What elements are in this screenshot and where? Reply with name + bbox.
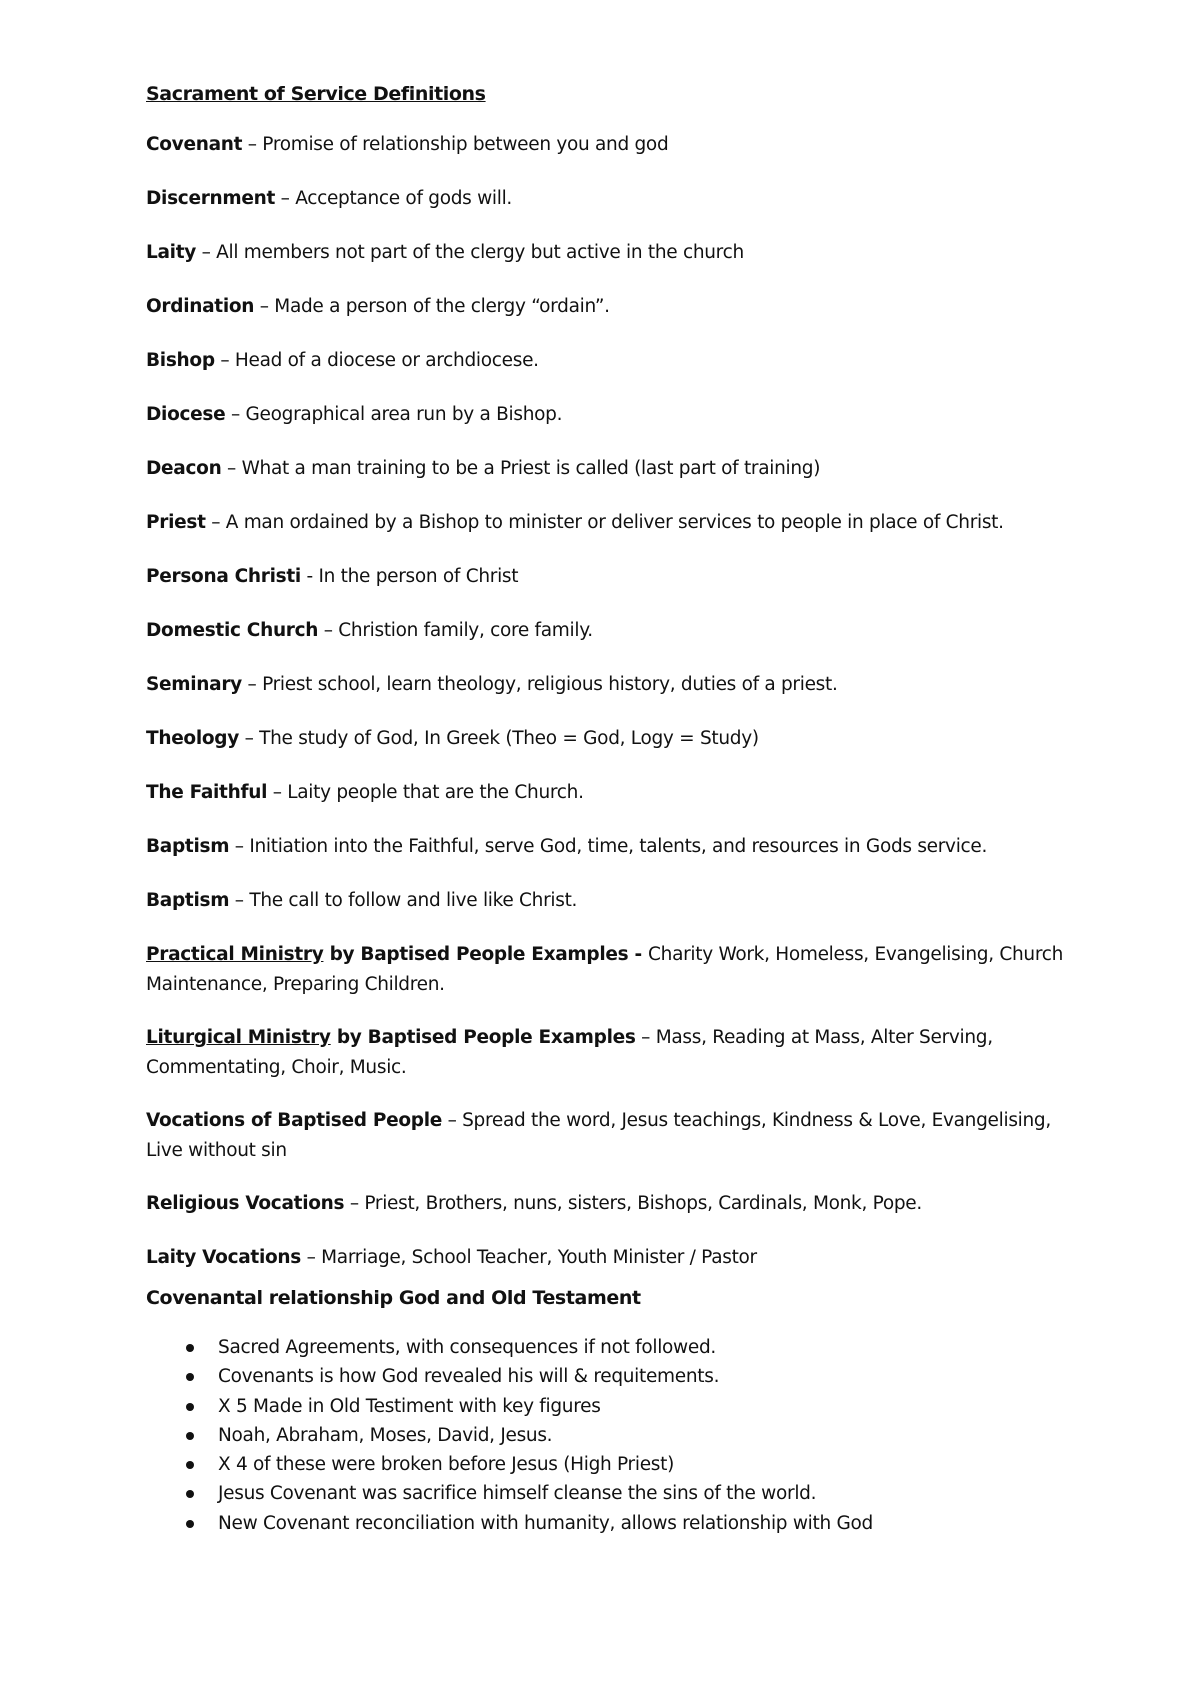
definition-entry [146,724,1076,754]
definition-term: Domestic Church [146,620,319,641]
bullet-icon [186,1432,194,1440]
definition-entry [146,130,1076,160]
definition-term: Laity [146,242,197,263]
bullet-text: X 4 of these were broken before Jesus (High Priest) [218,1454,674,1476]
vocation-separator: – [301,1247,322,1268]
ministry-text: Charity Work, Homeless, Evangelising, Church Maintenance, Preparing Children. [146,944,1064,995]
definition-separator: - [300,566,319,587]
ministry-term-rest: by Baptised People Examples [330,1027,636,1048]
definition-text: Laity people that are the Church. [287,782,584,803]
definition-text: Promise of relationship between you and god [262,134,669,155]
bullet-text: X 5 Made in Old Testiment with key figures [218,1395,601,1417]
vocation-entry [146,1243,1076,1273]
list-item [146,1450,873,1479]
definition-text: All members not part of the clergy but active in the church [216,242,744,263]
bullet-icon [186,1461,194,1469]
definition-text: The study of God, In Greek (Theo = God, Logy = Study) [259,728,759,749]
definition-separator: – [196,242,217,263]
vocation-separator: – [441,1110,463,1131]
definition-term: Diocese [146,404,226,425]
definition-separator: – [318,620,339,641]
bullet-icon [186,1344,194,1352]
definition-entry [146,832,1076,862]
definition-entry [146,184,1076,214]
definition-separator: – [254,296,275,317]
definition-text: Head of a diocese or archdiocese. [234,350,539,371]
definition-entry [146,508,1076,538]
definition-text: Initiation into the Faithful, serve God, time, talents, and resources in Gods service. [249,836,988,857]
definition-separator: – [239,728,260,749]
covenant-heading: Covenantal relationship God and Old Testament [146,1287,641,1309]
definition-term: Priest [146,512,206,533]
definition-separator: – [275,188,296,209]
ministry-text: Mass, Reading at Mass, Alter Serving, Commentating, Choir, Music. [146,1027,993,1078]
definition-text: Christion family, core family. [338,620,593,641]
definition-text: A man ordained by a Bishop to minister or deliver services to people in place of Christ. [225,512,1004,533]
ministry-entry [146,940,1076,1000]
definition-term: Deacon [146,458,222,479]
bullet-text: Noah, Abraham, Moses, David, Jesus. [218,1424,553,1446]
definition-entry [146,886,1076,916]
definition-term: The Faithful [146,782,268,803]
definition-entry [146,238,1076,268]
ministry-entry [146,1023,1076,1083]
definition-text: The call to follow and live like Christ. [249,890,578,911]
definition-text: What a man training to be a Priest is called (last part of training) [241,458,821,479]
ministry-term-underlined: Practical Ministry [146,944,324,965]
definition-term: Theology [146,728,239,749]
definition-entry [146,346,1076,376]
ministry-separator: - [628,944,649,965]
definition-entry [146,778,1076,808]
definition-term: Seminary [146,674,242,695]
definition-entry [146,400,1076,430]
bullet-icon [186,1490,194,1498]
definition-text: Geographical area run by a Bishop. [245,404,563,425]
vocation-term: Religious Vocations [146,1193,345,1214]
definition-separator: – [214,350,235,371]
ministry-term [146,944,628,965]
definition-separator: – [225,404,246,425]
definition-separator: – [242,134,263,155]
list-item [146,1392,873,1421]
list-item [146,1333,873,1362]
vocation-text: Marriage, School Teacher, Youth Minister / Pastor [321,1247,757,1268]
bullet-text: New Covenant reconciliation with humanity, allows relationship with God [218,1512,873,1534]
definition-term: Baptism [146,890,230,911]
bullet-text: Covenants is how God revealed his will & requitements. [218,1366,720,1388]
vocation-entry [146,1189,1076,1219]
definition-text: In the person of Christ [318,566,519,587]
definition-entry [146,562,1076,592]
vocation-term: Laity Vocations [146,1247,301,1268]
definition-separator: – [221,458,242,479]
definition-term: Covenant [146,134,243,155]
definition-text: Acceptance of gods will. [295,188,513,209]
vocation-term: Vocations of Baptised People [146,1110,442,1131]
vocation-text: Spread the word, Jesus teachings, Kindness & Love, Evangelising, Live without sin [146,1110,1051,1161]
definition-entry [146,670,1076,700]
definition-entry [146,616,1076,646]
vocation-separator: – [344,1193,365,1214]
list-item [146,1509,873,1538]
ministry-term-underlined: Liturgical Ministry [146,1027,331,1048]
bullet-text: Sacred Agreements, with consequences if not followed. [218,1337,716,1358]
ministry-term-rest: by Baptised People Examples [323,944,629,965]
bullet-icon [186,1373,194,1381]
list-item [146,1421,873,1450]
vocation-entry [146,1106,1076,1166]
page-title: Sacrament of Service Definitions [146,83,486,105]
bullet-icon [186,1403,194,1411]
definition-entry [146,454,1076,484]
list-item [146,1479,873,1508]
covenant-bullet-list [146,1333,873,1538]
definition-separator: – [241,674,263,695]
bullet-icon [186,1520,194,1528]
definition-term: Ordination [146,296,255,317]
definition-separator: – [205,512,226,533]
definition-term: Persona Christi [146,566,301,587]
definition-term: Discernment [146,188,276,209]
ministry-separator: – [635,1027,656,1048]
list-item [146,1362,873,1391]
definition-term: Baptism [146,836,230,857]
definition-separator: – [229,836,250,857]
definition-text: Made a person of the clergy “ordain”. [274,296,610,317]
definition-separator: – [229,890,250,911]
definition-separator: – [267,782,288,803]
bullet-text: Jesus Covenant was sacrifice himself cleanse the sins of the world. [218,1483,817,1505]
definition-entry [146,292,1076,322]
definition-term: Bishop [146,350,215,371]
ministry-term [146,1027,636,1048]
definition-text: Priest school, learn theology, religious history, duties of a priest. [262,674,838,695]
vocation-text: Priest, Brothers, nuns, sisters, Bishops, Cardinals, Monk, Pope. [364,1193,922,1214]
